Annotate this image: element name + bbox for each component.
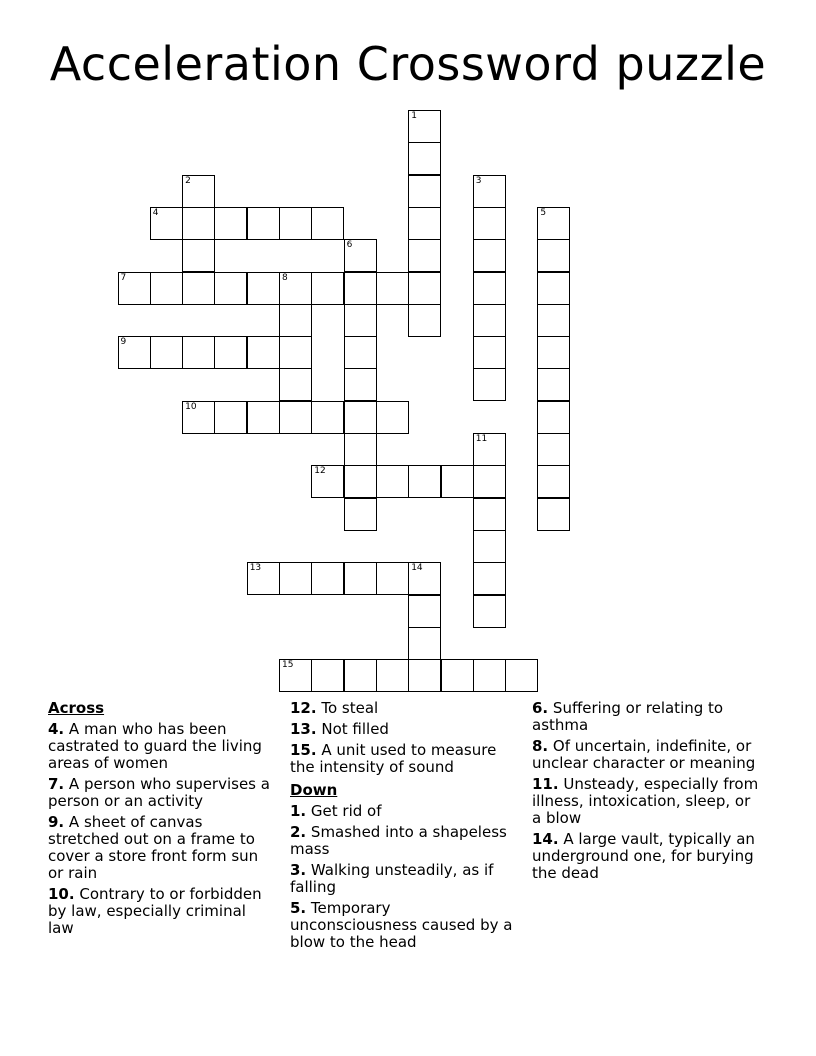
grid-cell[interactable] [279,659,312,692]
grid-cell[interactable] [247,207,280,240]
grid-cell[interactable] [473,207,506,240]
grid-cell[interactable] [311,562,344,595]
grid-cell[interactable] [376,465,409,498]
grid-cell[interactable] [279,336,312,369]
grid-cell[interactable] [118,272,151,305]
grid-cell[interactable] [537,498,570,531]
grid-cell[interactable] [473,272,506,305]
clue-number: 7 [120,272,127,283]
grid-cell[interactable] [408,465,441,498]
grid-cell[interactable] [441,659,474,692]
clues-column-3 [532,700,760,886]
puzzle-title: Acceleration Crossword puzzle [49,37,767,91]
grid-cell[interactable] [279,368,312,401]
grid-cell[interactable] [279,272,312,305]
grid-cell[interactable] [376,562,409,595]
clue-number: 6 [346,240,353,251]
grid-cell[interactable] [344,336,377,369]
grid-cell[interactable] [214,336,247,369]
clue-number: 8 [282,272,288,283]
grid-cell[interactable] [473,239,506,272]
grid-cell[interactable] [537,336,570,369]
grid-cell[interactable] [344,304,377,337]
grid-cell[interactable] [150,272,183,305]
grid-cell[interactable] [441,465,474,498]
grid-cell[interactable] [344,465,377,498]
clue-down-3: 3. Walking unsteadily, as if falling [290,861,494,896]
clue-number: 13 [249,563,262,574]
grid-cell[interactable] [537,368,570,401]
grid-cell[interactable] [376,659,409,692]
grid-cell[interactable] [537,304,570,337]
grid-cell[interactable] [344,239,377,272]
grid-cell[interactable] [408,142,441,175]
grid-cell[interactable] [473,304,506,337]
grid-cell[interactable] [473,562,506,595]
grid-cell[interactable] [311,207,344,240]
clue-number: 5 [540,207,547,218]
grid-cell[interactable] [473,465,506,498]
grid-cell[interactable] [408,595,441,628]
grid-cell[interactable] [408,562,441,595]
clue-down-11: 11. Unsteady, especially from illness, intoxication, sleep, or a blow [532,775,759,827]
grid-cell[interactable] [247,401,280,434]
clue-across-15: 15. A unit used to measure the intensity of sound [290,741,497,776]
clue-number: 10 [185,401,197,412]
grid-cell[interactable] [473,659,506,692]
grid-cell[interactable] [247,562,280,595]
grid-cell[interactable] [150,336,183,369]
clue-down-14: 14. A large vault, typically an underground one, for burying the dead [532,830,755,882]
clue-number: 1 [411,111,417,121]
grid-cell[interactable] [214,272,247,305]
grid-cell[interactable] [473,498,506,531]
grid-cell[interactable] [182,336,215,369]
clue-number: 3 [475,175,482,186]
grid-cell[interactable] [408,239,441,272]
grid-cell[interactable] [311,659,344,692]
clue-across-7: 7. A person who supervises a person or an activity [48,775,270,810]
grid-cell[interactable] [311,272,344,305]
grid-cell[interactable] [182,207,215,240]
clue-down-2: 2. Smashed into a shapeless mass [290,823,507,858]
clue-across-10: 10. Contrary to or forbidden by law, especially criminal law [48,885,262,937]
clue-down-8: 8. Of uncertain, indefinite, or unclear character or meaning [532,737,756,772]
grid-cell[interactable] [344,433,377,466]
grid-cell[interactable] [150,207,183,240]
clues-column-1 [48,700,276,941]
grid-cell[interactable] [279,207,312,240]
grid-cell[interactable] [344,272,377,305]
clue-across-9: 9. A sheet of canvas stretched out on a frame to cover a store front form sun or rain [48,813,259,882]
grid-cell[interactable] [118,336,151,369]
grid-cell[interactable] [279,304,312,337]
down-heading: Down [290,781,338,799]
grid-cell[interactable] [537,239,570,272]
grid-cell[interactable] [247,272,280,305]
grid-cell[interactable] [473,530,506,563]
grid-cell[interactable] [408,175,441,208]
clue-across-12: 12. To steal [290,699,379,717]
grid-cell[interactable] [473,368,506,401]
grid-cell[interactable] [408,272,441,305]
grid-cell[interactable] [344,401,377,434]
grid-cell[interactable] [408,659,441,692]
grid-cell[interactable] [344,562,377,595]
grid-cell[interactable] [344,368,377,401]
clue-number: 14 [411,563,423,574]
grid-cell[interactable] [473,336,506,369]
grid-cell[interactable] [279,401,312,434]
clue-number: 4 [152,207,159,218]
clue-number: 11 [475,434,488,444]
grid-cell[interactable] [376,401,409,434]
grid-cell[interactable] [214,207,247,240]
clue-across-13: 13. Not filled [290,720,389,738]
clue-down-5: 5. Temporary unconsciousness caused by a blow to the head [290,899,513,951]
clue-down-6: 6. Suffering or relating to asthma [532,699,724,734]
grid-cell[interactable] [408,110,441,143]
grid-cell[interactable] [182,272,215,305]
grid-cell[interactable] [344,659,377,692]
grid-cell[interactable] [182,175,215,208]
clue-across-4: 4. A man who has been castrated to guard the living areas of women [48,720,262,772]
grid-cell[interactable] [473,595,506,628]
grid-cell[interactable] [505,659,538,692]
grid-cell[interactable] [537,433,570,466]
grid-cell[interactable] [537,207,570,240]
clues-column-2 [290,700,518,955]
clue-number: 9 [120,337,127,348]
grid-cell[interactable] [537,401,570,434]
clue-down-1: 1. Get rid of [290,802,382,820]
grid-cell[interactable] [473,175,506,208]
clue-number: 15 [282,660,294,671]
across-heading: Across [48,699,105,717]
clue-number: 12 [314,466,326,477]
grid-cell[interactable] [311,401,344,434]
grid-cell[interactable] [182,239,215,272]
grid-cell[interactable] [537,465,570,498]
grid-cell[interactable] [247,336,280,369]
grid-cell[interactable] [408,304,441,337]
clue-number: 2 [185,175,191,186]
grid-cell[interactable] [344,498,377,531]
grid-cell[interactable] [214,401,247,434]
grid-cell[interactable] [473,433,506,466]
grid-cell[interactable] [408,627,441,660]
grid-cell[interactable] [376,272,409,305]
grid-cell[interactable] [311,465,344,498]
grid-cell[interactable] [537,272,570,305]
grid-cell[interactable] [279,562,312,595]
grid-cell[interactable] [182,401,215,434]
grid-cell[interactable] [408,207,441,240]
